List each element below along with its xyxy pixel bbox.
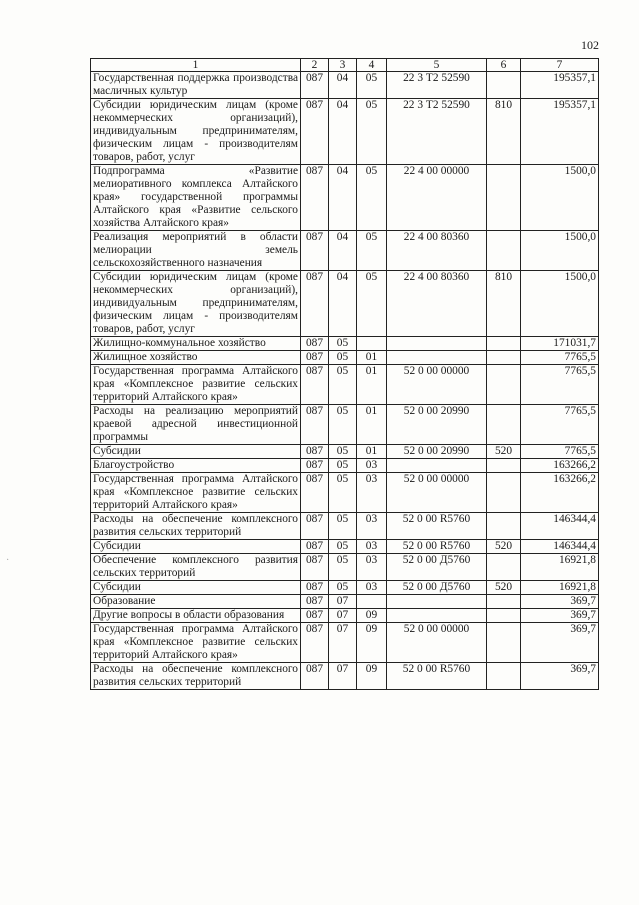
row-subsection-code: 05	[357, 231, 387, 271]
row-target-code: 22 3 Т2 52590	[387, 72, 487, 99]
row-subsection-code: 01	[357, 365, 387, 405]
table-row	[91, 540, 599, 554]
table-row	[91, 554, 599, 581]
row-section-code: 04	[329, 271, 357, 337]
row-name: Образование	[91, 595, 301, 609]
row-ministry-code: 087	[301, 72, 329, 99]
row-section-code: 05	[329, 473, 357, 513]
row-ministry-code: 087	[301, 595, 329, 609]
row-expense-type	[487, 609, 521, 623]
table-row	[91, 595, 599, 609]
row-section-code: 07	[329, 623, 357, 663]
table-row	[91, 99, 599, 165]
row-target-code: 52 0 00 20990	[387, 405, 487, 445]
row-subsection-code: 09	[357, 623, 387, 663]
row-ministry-code: 087	[301, 513, 329, 540]
row-section-code: 07	[329, 595, 357, 609]
row-amount: 369,7	[521, 663, 599, 690]
row-expense-type	[487, 231, 521, 271]
header-col-7: 7	[521, 59, 599, 72]
row-ministry-code: 087	[301, 445, 329, 459]
row-amount: 1500,0	[521, 271, 599, 337]
table-row	[91, 72, 599, 99]
row-amount: 7765,5	[521, 351, 599, 365]
row-expense-type	[487, 165, 521, 231]
row-subsection-code: 03	[357, 459, 387, 473]
row-target-code: 52 0 00 R5760	[387, 513, 487, 540]
row-section-code: 05	[329, 540, 357, 554]
page-number: 102	[581, 38, 599, 52]
row-amount: 195357,1	[521, 72, 599, 99]
row-target-code: 52 0 00 20990	[387, 445, 487, 459]
table-row	[91, 231, 599, 271]
row-subsection-code: 01	[357, 405, 387, 445]
row-section-code: 07	[329, 663, 357, 690]
header-col-2: 2	[301, 59, 329, 72]
row-expense-type	[487, 365, 521, 405]
row-amount: 7765,5	[521, 445, 599, 459]
row-expense-type	[487, 351, 521, 365]
row-expense-type	[487, 72, 521, 99]
row-expense-type	[487, 595, 521, 609]
row-section-code: 05	[329, 581, 357, 595]
row-name: Субсидии	[91, 540, 301, 554]
row-name: Субсидии	[91, 581, 301, 595]
row-amount: 1500,0	[521, 165, 599, 231]
row-section-code: 05	[329, 365, 357, 405]
row-target-code: 52 0 00 R5760	[387, 540, 487, 554]
row-name: Другие вопросы в области образования	[91, 609, 301, 623]
row-amount: 195357,1	[521, 99, 599, 165]
row-section-code: 04	[329, 231, 357, 271]
table-row	[91, 473, 599, 513]
header-col-1: 1	[91, 59, 301, 72]
row-amount: 163266,2	[521, 473, 599, 513]
table-row	[91, 581, 599, 595]
row-ministry-code: 087	[301, 365, 329, 405]
row-expense-type	[487, 513, 521, 540]
row-section-code: 05	[329, 459, 357, 473]
row-subsection-code: 05	[357, 72, 387, 99]
row-name: Расходы на обеспечение комплексного развития сельских территорий	[91, 513, 301, 540]
row-name: Благоустройство	[91, 459, 301, 473]
table-row	[91, 513, 599, 540]
row-target-code	[387, 351, 487, 365]
row-ministry-code: 087	[301, 473, 329, 513]
table-row	[91, 623, 599, 663]
row-name: Расходы на реализацию мероприятий краевой адресной инвестиционной программы	[91, 405, 301, 445]
table-row	[91, 337, 599, 351]
row-name: Субсидии юридическим лицам (кроме некоммерческих организаций), индивидуальным предпринимателям, физическим лицам - производителям товаров, работ, услуг	[91, 99, 301, 165]
row-section-code: 05	[329, 351, 357, 365]
row-name: Жилищно-коммунальное хозяйство	[91, 337, 301, 351]
row-target-code: 52 0 00 00000	[387, 473, 487, 513]
budget-table	[90, 58, 599, 690]
row-subsection-code: 01	[357, 351, 387, 365]
row-subsection-code: 03	[357, 540, 387, 554]
row-expense-type	[487, 337, 521, 351]
row-expense-type: 520	[487, 445, 521, 459]
row-ministry-code: 087	[301, 623, 329, 663]
row-target-code: 22 4 00 80360	[387, 231, 487, 271]
row-subsection-code: 09	[357, 609, 387, 623]
row-subsection-code: 01	[357, 445, 387, 459]
row-target-code: 22 4 00 80360	[387, 271, 487, 337]
row-name: Расходы на обеспечение комплексного развития сельских территорий	[91, 663, 301, 690]
row-expense-type	[487, 473, 521, 513]
row-ministry-code: 087	[301, 351, 329, 365]
row-amount: 369,7	[521, 623, 599, 663]
row-subsection-code: 03	[357, 473, 387, 513]
row-ministry-code: 087	[301, 609, 329, 623]
row-subsection-code: 03	[357, 581, 387, 595]
row-target-code: 52 0 00 00000	[387, 623, 487, 663]
row-ministry-code: 087	[301, 337, 329, 351]
row-amount: 369,7	[521, 595, 599, 609]
row-subsection-code: 05	[357, 271, 387, 337]
header-col-3: 3	[329, 59, 357, 72]
row-amount: 7765,5	[521, 365, 599, 405]
row-target-code: 22 4 00 00000	[387, 165, 487, 231]
row-name: Жилищное хозяйство	[91, 351, 301, 365]
row-amount: 146344,4	[521, 513, 599, 540]
row-target-code: 22 3 Т2 52590	[387, 99, 487, 165]
table-row	[91, 445, 599, 459]
row-name: Государственная программа Алтайского края «Комплексное развитие сельских территорий Алтайского края»	[91, 473, 301, 513]
row-section-code: 05	[329, 513, 357, 540]
header-row	[91, 59, 599, 72]
row-subsection-code: 09	[357, 663, 387, 690]
row-subsection-code: 05	[357, 99, 387, 165]
row-amount: 369,7	[521, 609, 599, 623]
row-subsection-code: 05	[357, 165, 387, 231]
row-section-code: 05	[329, 337, 357, 351]
row-expense-type: 810	[487, 271, 521, 337]
table-row	[91, 165, 599, 231]
row-target-code: 52 0 00 Д5760	[387, 554, 487, 581]
header-col-6: 6	[487, 59, 521, 72]
table-row	[91, 351, 599, 365]
row-amount: 16921,8	[521, 581, 599, 595]
row-ministry-code: 087	[301, 405, 329, 445]
row-name: Подпрограмма «Развитие мелиоративного комплекса Алтайского края» государственной программы Алтайского края «Развитие сельского хозяйства Алтайского края»	[91, 165, 301, 231]
row-amount: 146344,4	[521, 540, 599, 554]
row-amount: 7765,5	[521, 405, 599, 445]
row-target-code	[387, 595, 487, 609]
row-target-code: 52 0 00 R5760	[387, 663, 487, 690]
row-amount: 163266,2	[521, 459, 599, 473]
row-expense-type	[487, 405, 521, 445]
row-target-code: 52 0 00 Д5760	[387, 581, 487, 595]
row-name: Государственная поддержка производства масличных культур	[91, 72, 301, 99]
row-section-code: 05	[329, 445, 357, 459]
row-target-code	[387, 337, 487, 351]
row-expense-type: 520	[487, 581, 521, 595]
row-ministry-code: 087	[301, 459, 329, 473]
row-name: Субсидии	[91, 445, 301, 459]
row-ministry-code: 087	[301, 554, 329, 581]
row-amount: 16921,8	[521, 554, 599, 581]
table-row	[91, 459, 599, 473]
row-amount: 1500,0	[521, 231, 599, 271]
row-ministry-code: 087	[301, 271, 329, 337]
row-name: Субсидии юридическим лицам (кроме некоммерческих организаций), индивидуальным предпринимателям, физическим лицам - производителям товаров, работ, услуг	[91, 271, 301, 337]
table-row	[91, 609, 599, 623]
row-subsection-code: 03	[357, 513, 387, 540]
row-section-code: 05	[329, 405, 357, 445]
row-ministry-code: 087	[301, 231, 329, 271]
table-row	[91, 663, 599, 690]
row-ministry-code: 087	[301, 99, 329, 165]
row-expense-type	[487, 459, 521, 473]
row-expense-type	[487, 623, 521, 663]
row-section-code: 04	[329, 72, 357, 99]
row-section-code: 04	[329, 165, 357, 231]
row-target-code: 52 0 00 00000	[387, 365, 487, 405]
row-subsection-code	[357, 595, 387, 609]
row-name: Реализация мероприятий в области мелиорации земель сельскохозяйственного назначения	[91, 231, 301, 271]
row-ministry-code: 087	[301, 165, 329, 231]
row-ministry-code: 087	[301, 663, 329, 690]
row-expense-type: 520	[487, 540, 521, 554]
table-row	[91, 271, 599, 337]
row-target-code	[387, 459, 487, 473]
row-name: Государственная программа Алтайского края «Комплексное развитие сельских территорий Алтайского края»	[91, 623, 301, 663]
row-subsection-code: 03	[357, 554, 387, 581]
table-row	[91, 365, 599, 405]
row-ministry-code: 087	[301, 581, 329, 595]
row-section-code: 04	[329, 99, 357, 165]
row-section-code: 07	[329, 609, 357, 623]
table-row	[91, 405, 599, 445]
row-amount: 171031,7	[521, 337, 599, 351]
row-expense-type: 810	[487, 99, 521, 165]
row-target-code	[387, 609, 487, 623]
row-expense-type	[487, 663, 521, 690]
row-section-code: 05	[329, 554, 357, 581]
row-name: Обеспечение комплексного развития сельских территорий	[91, 554, 301, 581]
margin-mark: ·	[6, 555, 10, 566]
row-subsection-code	[357, 337, 387, 351]
header-col-4: 4	[357, 59, 387, 72]
header-col-5: 5	[387, 59, 487, 72]
row-ministry-code: 087	[301, 540, 329, 554]
row-name: Государственная программа Алтайского края «Комплексное развитие сельских территорий Алтайского края»	[91, 365, 301, 405]
row-expense-type	[487, 554, 521, 581]
